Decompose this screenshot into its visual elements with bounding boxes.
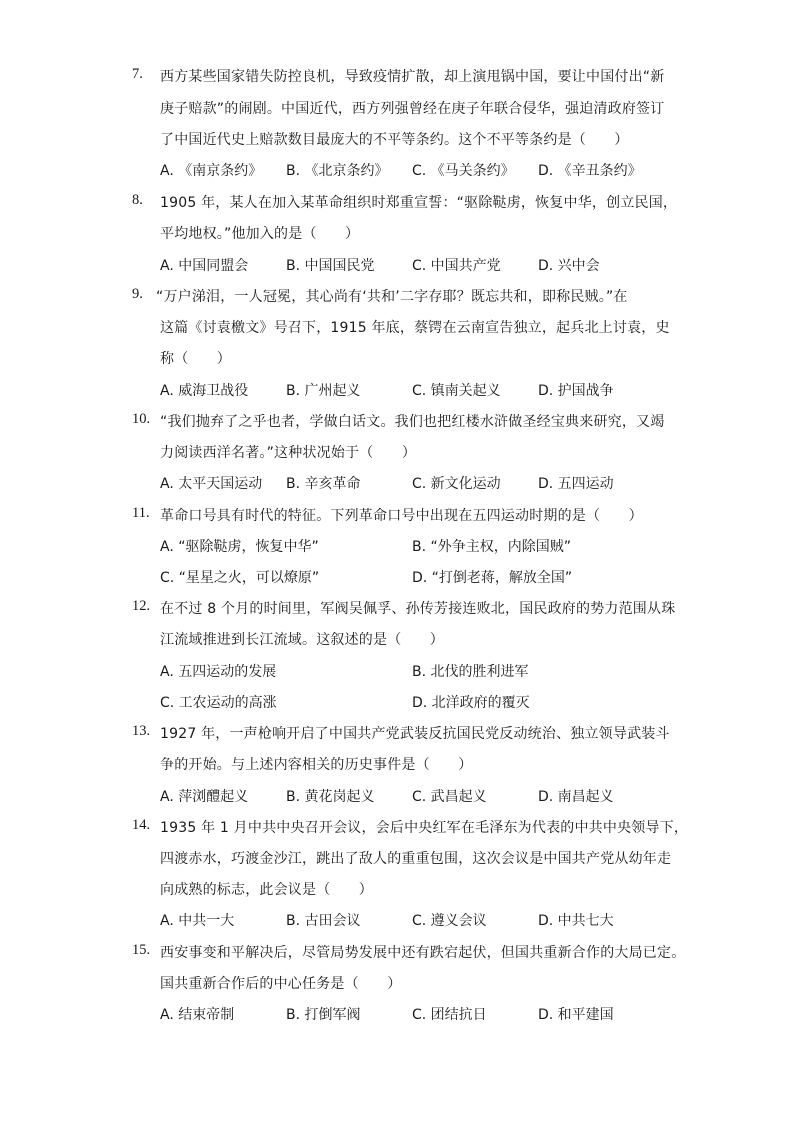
question-text-line: 争的开始。与上述内容相关的历史事件是（ ） <box>160 757 473 773</box>
question-number: 8. <box>132 192 143 208</box>
option-c: C. 工农运动的高涨 <box>160 695 277 711</box>
question-number: 12. <box>132 598 151 614</box>
option-b: B. 北伐的胜利进军 <box>412 664 529 680</box>
option-a: A. 五四运动的发展 <box>160 664 277 680</box>
question-text-line: 西安事变和平解决后，尽管局势发展中还有跌宕起伏，但国共重新合作的大局已定。 <box>160 945 686 961</box>
option-b: B. 古田会议 <box>286 913 361 929</box>
option-a: A. 《南京条约》 <box>160 163 263 179</box>
option-d: D. “打倒老蒋，解放全国” <box>412 570 573 586</box>
question-text-line: 向成熟的标志，此会议是（ ） <box>160 882 373 898</box>
question-text-line: 力阅读西洋名著。”这种状况始于（ ） <box>160 445 417 461</box>
option-a: A. 结束帝制 <box>160 1007 235 1023</box>
option-b: B. 《北京条约》 <box>286 163 389 179</box>
question-text-line: 1905 年，某人在加入某革命组织时郑重宣誓：“驱除鞑虏，恢复中华，创立民国， <box>160 195 678 211</box>
question-number: 15. <box>132 942 151 958</box>
option-b: B. 中国国民党 <box>286 258 375 274</box>
option-c: C. 团结抗日 <box>412 1007 487 1023</box>
option-a: A. 萍浏醴起义 <box>160 789 249 805</box>
question-number: 7. <box>132 66 143 82</box>
option-c: C. “星星之火，可以燎原” <box>160 570 320 586</box>
option-d: D. 和平建国 <box>538 1007 614 1023</box>
question-text-line: 庚子赔款”的闹剧。中国近代，西方列强曾经在庚子年联合侵华，强迫清政府签订 <box>160 101 665 117</box>
option-c: C. 武昌起义 <box>412 789 487 805</box>
question-number: 13. <box>132 723 151 739</box>
option-d: D. 北洋政府的覆灭 <box>412 695 530 711</box>
option-a: A. “驱除鞑虏，恢复中华” <box>160 539 319 555</box>
option-c: C. 中国共产党 <box>412 258 501 274</box>
question-text-line: 西方某些国家错失防控良机，导致疫情扩散，却上演甩锅中国，要让中国付出“新 <box>160 69 665 85</box>
option-c: C. 新文化运动 <box>412 476 501 492</box>
question-text-line: 称（ ） <box>160 351 231 367</box>
option-d: D. 护国战争 <box>538 383 614 399</box>
question-number: 9. <box>132 286 143 302</box>
question-text-line: 平均地权。”他加入的是（ ） <box>160 226 360 242</box>
question-text-line: “我们抛弃了之乎也者，学做白话文。我们也把红楼水浒做圣经宝典来研究，又竭 <box>160 414 665 430</box>
question-text-line: 1927 年，一声枪响开启了中国共产党武装反抗国民党反动统治、独立领导武装斗 <box>160 726 670 742</box>
question-text-line: 国共重新合作后的中心任务是（ ） <box>160 976 402 992</box>
option-a: A. 威海卫战役 <box>160 383 249 399</box>
option-b: B. “外争主权，内除国贼” <box>412 539 572 555</box>
option-a: A. 太平天国运动 <box>160 476 263 492</box>
option-d: D. 兴中会 <box>538 258 600 274</box>
option-d: D. 五四运动 <box>538 476 614 492</box>
question-text-line: 1935 年 1 月中共中央召开会议，会后中央红军在毛泽东为代表的中共中央领导下， <box>160 820 689 836</box>
question-text-line: 了中国近代史上赔款数目最庞大的不平等条约。这个不平等条约是（ ） <box>160 132 629 148</box>
option-a: A. 中国同盟会 <box>160 258 249 274</box>
option-b: B. 黄花岗起义 <box>286 789 375 805</box>
option-c: C. 《马关条约》 <box>412 163 515 179</box>
option-c: C. 镇南关起义 <box>412 383 501 399</box>
option-a: A. 中共一大 <box>160 913 235 929</box>
option-d: D. 《辛丑条约》 <box>538 163 642 179</box>
question-text-line: “万户涕泪，一人冠冕，其心尚有‘共和’二字存耶？既忘共和，即称民贼。”在 <box>156 289 628 305</box>
question-text-line: 江流域推进到长江流域。这叙述的是（ ） <box>160 632 444 648</box>
question-text-line: 在不过 8 个月的时间里，军阀吴佩孚、孙传芳接连败北，国民政府的势力范围从珠 <box>160 601 676 617</box>
option-d: D. 南昌起义 <box>538 789 614 805</box>
question-number: 14. <box>132 817 151 833</box>
option-b: B. 广州起义 <box>286 383 361 399</box>
question-text-line: 这篇《讨袁檄文》号召下，1915 年底，蔡锷在云南宣告独立，起兵北上讨袁，史 <box>160 320 670 336</box>
question-number: 11. <box>132 505 150 521</box>
option-b: B. 辛亥革命 <box>286 476 361 492</box>
question-text-line: 四渡赤水，巧渡金沙江，跳出了敌人的重重包围，这次会议是中国共产党从幼年走 <box>160 851 672 867</box>
question-number: 10. <box>132 411 151 427</box>
question-text-line: 革命口号具有时代的特征。下列革命口号中出现在五四运动时期的是（ ） <box>160 508 643 524</box>
option-d: D. 中共七大 <box>538 913 614 929</box>
option-b: B. 打倒军阀 <box>286 1007 361 1023</box>
option-c: C. 遵义会议 <box>412 913 487 929</box>
